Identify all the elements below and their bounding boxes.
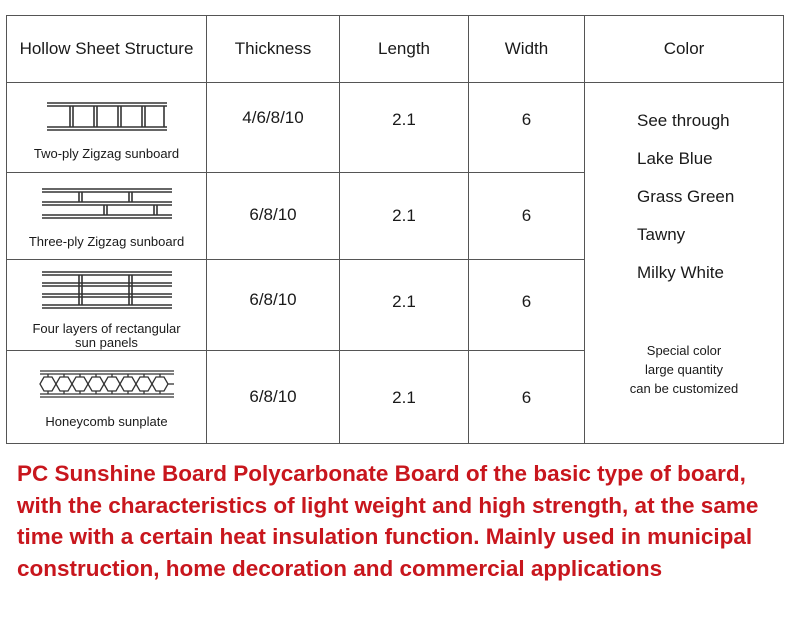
thickness-cell: [207, 260, 340, 351]
width-cell: [469, 351, 585, 444]
spec-table: [6, 15, 784, 444]
thickness-value: 6/8/10: [249, 205, 297, 224]
thickness-cell: [207, 83, 340, 173]
three-ply-zigzag-diagram-icon: [32, 179, 182, 229]
width-value: 6: [521, 292, 532, 311]
thickness-value: 4/6/8/10: [242, 108, 304, 127]
header-color: Color: [585, 16, 784, 83]
structure-label-line2: sun panels: [75, 335, 138, 350]
width-cell: [469, 173, 585, 260]
structure-label: Honeycomb sunplate: [45, 414, 168, 429]
structure-cell: [7, 260, 207, 351]
description-line: construction, home decoration and commercial applications: [17, 555, 663, 581]
thickness-value: 6/8/10: [249, 290, 297, 309]
color-cell: [585, 83, 784, 444]
table-row: [7, 83, 784, 173]
table-header-row: [7, 16, 784, 83]
length-value: 2.1: [392, 206, 416, 225]
special-note-line: Special color: [646, 343, 722, 358]
header-width: Width: [469, 16, 585, 83]
product-description: [17, 458, 782, 584]
length-value: 2.1: [392, 388, 416, 407]
color-option: Milky White: [637, 263, 724, 282]
special-note-line: large quantity: [644, 362, 724, 377]
header-length: Length: [340, 16, 469, 83]
length-cell: [340, 260, 469, 351]
description-line: time with a certain heat insulation function. Mainly used in municipal: [17, 524, 753, 549]
width-value: 6: [521, 206, 532, 225]
color-option: See through: [637, 111, 730, 130]
structure-cell: [7, 83, 207, 173]
header-structure: Hollow Sheet Structure: [7, 16, 207, 83]
two-ply-zigzag-diagram-icon: [42, 93, 172, 143]
length-cell: [340, 173, 469, 260]
thickness-value: 6/8/10: [249, 387, 297, 406]
length-value: 2.1: [392, 292, 416, 311]
width-cell: [469, 260, 585, 351]
honeycomb-diagram-icon: [32, 365, 182, 405]
color-option: Tawny: [637, 225, 686, 244]
thickness-cell: [207, 173, 340, 260]
description-line: PC Sunshine Board Polycarbonate Board of the basic type of board,: [17, 461, 746, 486]
width-cell: [469, 83, 585, 173]
thickness-cell: [207, 351, 340, 444]
width-value: 6: [521, 388, 532, 407]
structure-label: Four layers of rectangular: [32, 321, 181, 336]
length-cell: [340, 351, 469, 444]
color-list: [637, 105, 734, 295]
special-note-line: can be customized: [629, 381, 739, 396]
width-value: 6: [521, 110, 532, 129]
description-line: with the characteristics of light weight and high strength, at the same: [17, 492, 759, 518]
structure-cell: [7, 351, 207, 444]
length-cell: [340, 83, 469, 173]
four-layer-rectangular-diagram-icon: [32, 264, 182, 314]
color-option: Lake Blue: [637, 149, 713, 168]
structure-cell: [7, 173, 207, 260]
structure-label: Two-ply Zigzag sunboard: [33, 146, 180, 161]
structure-label: Three-ply Zigzag sunboard: [28, 234, 185, 249]
special-color-note: [585, 341, 783, 398]
header-thickness: Thickness: [207, 16, 340, 83]
color-option: Grass Green: [637, 187, 735, 206]
length-value: 2.1: [392, 110, 416, 129]
